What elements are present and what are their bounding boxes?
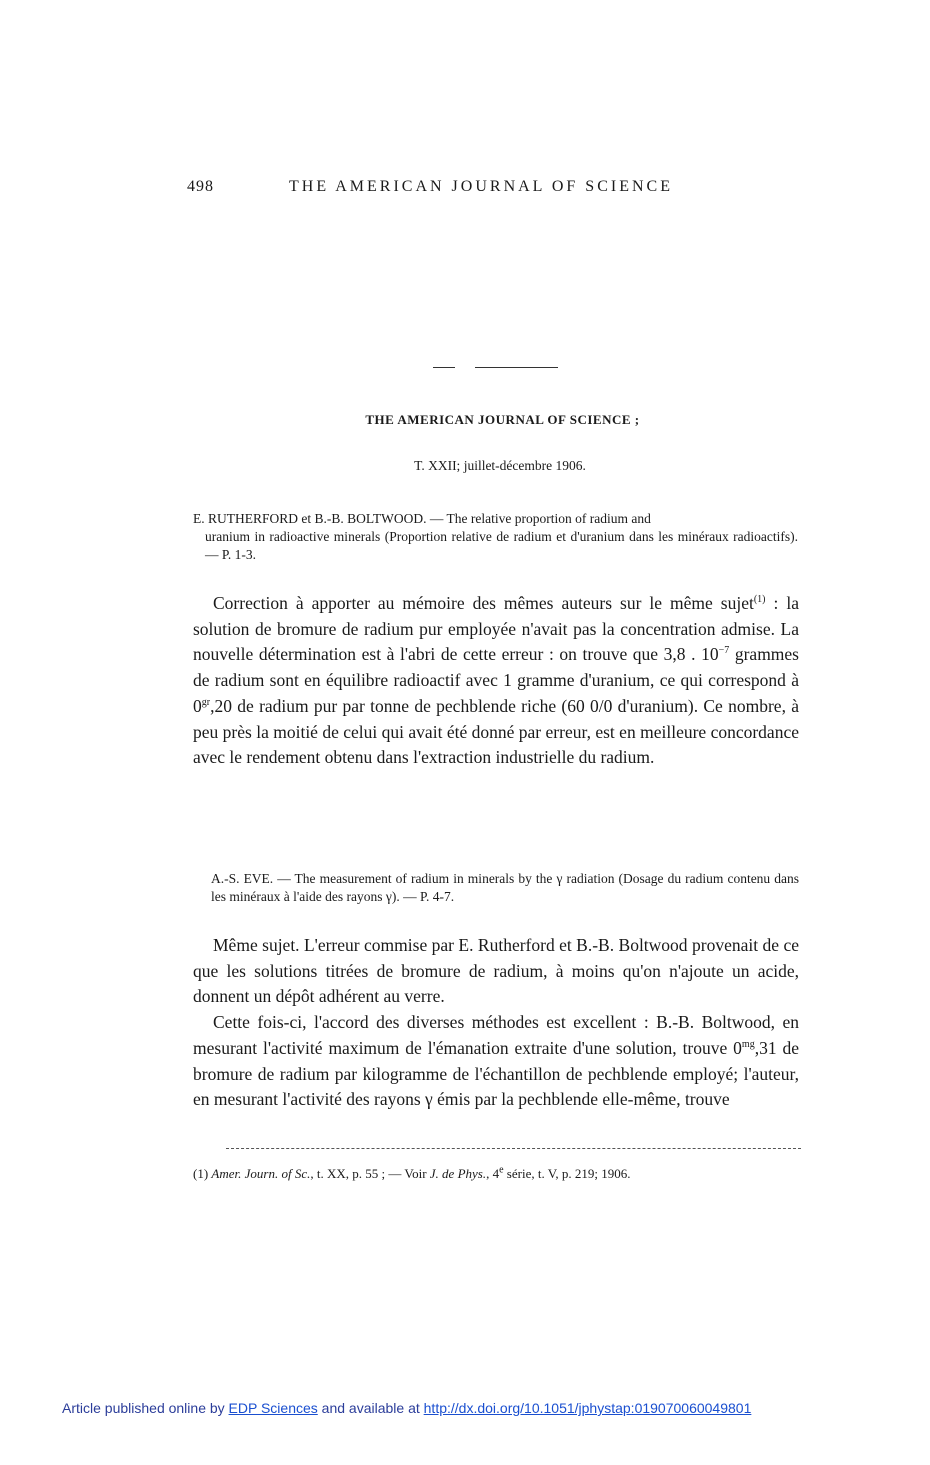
body-text: grammes de radium sont en équilibre radioactif avec 1 gramme d'uranium, ce qui correspond à 0 bbox=[193, 644, 799, 716]
paragraph bbox=[193, 1010, 799, 1113]
doi-link[interactable]: http://dx.doi.org/10.1051/jphystap:019070060049801 bbox=[423, 1400, 752, 1416]
footnote-marker: (1) bbox=[753, 594, 766, 606]
article1-summary bbox=[193, 591, 799, 771]
section-separator bbox=[433, 367, 558, 368]
footnote-rule bbox=[226, 1148, 801, 1149]
body-text: : la solution de bromure de radium pur employée n'avait pas la concentration admise. La nouvelle détermination est à l'abri de cette erreur : on trouve que 3,8 . 10 bbox=[193, 593, 799, 665]
article1-title-cont: uranium in radioactive minerals (Proportion relative de radium et d'uranium dans les minéraux radioactifs). — P. 1-3. bbox=[205, 529, 798, 562]
running-head: THE AMERICAN JOURNAL OF SCIENCE bbox=[289, 178, 673, 195]
publication-footer bbox=[62, 1400, 751, 1416]
volume-text: T. XXII; juillet-décembre 1906. bbox=[414, 458, 586, 473]
paragraph: Même sujet. L'erreur commise par E. Rutherford et B.-B. Boltwood provenait de ce que les solutions titrées de bromure de radium, à moins qu'on n'ajoute un acide, donnent un dépôt adhérent au verre. bbox=[193, 935, 799, 1007]
volume-line bbox=[0, 458, 930, 474]
section-title bbox=[0, 412, 930, 428]
unit-superscript: gr bbox=[201, 696, 211, 708]
footnote-text: série, t. V, p. 219; 1906. bbox=[503, 1166, 631, 1181]
body-text: Correction à apporter au mémoire des mêmes auteurs sur le même sujet bbox=[213, 593, 754, 613]
article1-title-line1: — The relative proportion of radium and bbox=[426, 511, 651, 526]
article-reference-1 bbox=[193, 510, 798, 564]
footnote-text: , t. XX, p. 55 ; — Voir bbox=[310, 1166, 430, 1181]
exponent: −7 bbox=[718, 645, 730, 657]
body-text: Cette fois-ci, l'accord des diverses méthodes est excellent : B.-B. Boltwood, en mesurant l'activité maximum de l'émanation extraite d'une solution, trouve 0 bbox=[193, 1012, 799, 1058]
article-reference-2 bbox=[193, 870, 799, 906]
footer-text: and available at bbox=[317, 1400, 424, 1416]
publisher-link[interactable]: EDP Sciences bbox=[228, 1400, 318, 1416]
page-number: 498 bbox=[187, 178, 214, 195]
body-text: ,20 de radium pur par tonne de pechblende riche (60 0/0 d'uranium). Ce nombre, à peu près la moitié de celui qui avait été donné par erreur, est en meilleure concordance avec le rendement obtenu dans l'extraction industrielle du radium. bbox=[193, 695, 799, 768]
section-title-text: THE AMERICAN JOURNAL OF SCIENCE ; bbox=[365, 412, 640, 427]
article2-summary bbox=[193, 933, 799, 1113]
footnote-journal: Amer. Journ. of Sc. bbox=[211, 1166, 311, 1181]
body-text: ,31 de bromure de radium par kilogramme de l'échantillon de pechblende employé; l'auteur, en mesurant l'activité des rayons γ émis par la pechblende elle-même, trouve bbox=[193, 1037, 799, 1110]
footnote-text: , 4 bbox=[486, 1166, 500, 1181]
unit-superscript: mg bbox=[741, 1038, 755, 1050]
footnote-journal: J. de Phys. bbox=[429, 1166, 487, 1181]
footnote-mark: (1) bbox=[193, 1166, 209, 1181]
footnote bbox=[193, 1165, 800, 1182]
footer-text: Article published online by bbox=[62, 1400, 229, 1416]
article2-ref-text: A.-S. EVE. — The measurement of radium in minerals by the γ radiation (Dosage du radium contenu dans les minéraux à l'aide des rayons γ). — P. 4-7. bbox=[211, 871, 799, 904]
footnote-superscript: e bbox=[499, 1164, 504, 1176]
article1-authors: E. RUTHERFORD et B.-B. BOLTWOOD. bbox=[193, 511, 427, 526]
